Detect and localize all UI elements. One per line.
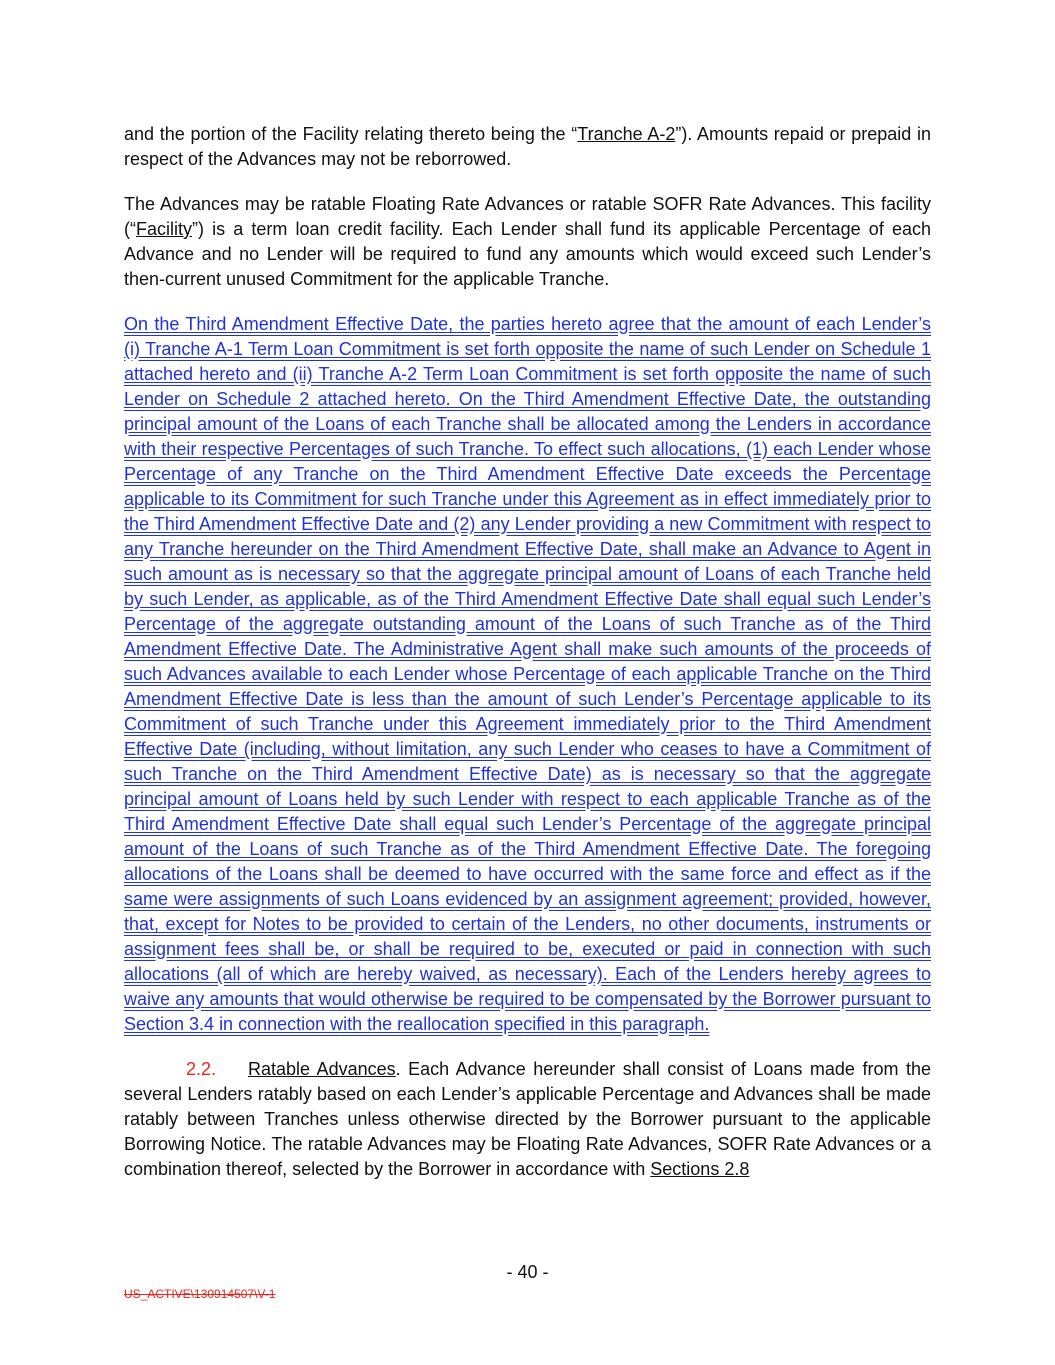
para2-text-1: The Advances may be ratable Floating Rate Advances or ratable SOFR Rate Advances. This facility (“ [124, 194, 931, 239]
section-reference: Sections 2.8 [650, 1159, 750, 1179]
paragraph-facility [124, 192, 931, 292]
section-number: 2.2. [186, 1059, 217, 1079]
section-text: . Each Advance hereunder shall consist of Loans made from the several Lenders ratably based on each Lender’s applicable Percentage and Advances shall be made ratably between Tranches unless otherwise directed by the Borrower pursuant to the applicable Borrowing Notice. The ratable Advances may be Floating Rate Advances, SOFR Rate Advances or a combination thereof, selected by the Borrower in accordance with [124, 1059, 931, 1179]
document-id-footer: US_ACTIVE\130914507\V-1 [124, 1287, 276, 1301]
section-2-2-ratable-advances [124, 1057, 931, 1182]
defined-term-tranche-a2: Tranche A-2 [577, 124, 676, 144]
para1-text-2: ”). Amounts repaid or prepaid in respect of the Advances may not be reborrowed. [124, 124, 931, 169]
para2-text-2: ”) is a term loan credit facility. Each Lender shall fund its applicable Percentage of each Advance and no Lender will be required to fund any amounts which would exceed such Lender’s then-current unused Commitment for the applicable Tranche. [124, 219, 931, 289]
document-page [124, 122, 931, 1202]
page-number: - 40 - [506, 1262, 549, 1282]
inserted-paragraph-third-amendment: On the Third Amendment Effective Date, the parties hereto agree that the amount of each Lender’s (i) Tranche A-1 Term Loan Commitment is set forth opposite the name of such Lender on Schedule 1 attached hereto and (ii) Tranche A-2 Term Loan Commitment is set forth opposite the name of such Lender on Schedule 2 attached hereto. On the Third Amendment Effective Date, the outstanding principal amount of the Loans of each Tranche shall be allocated among the Lenders in accordance with their respective Percentages of such Tranche. To effect such allocations, (1) each Lender whose Percentage of any Tranche on the Third Amendment Effective Date exceeds the Percentage applicable to its Commitment for such Tranche under this Agreement as in effect immediately prior to the Third Amendment Effective Date and (2) any Lender providing a new Commitment with respect to any Tranche hereunder on the Third Amendment Effective Date, shall make an Advance to Agent in such amount as is necessary so that the aggregate principal amount of Loans of each Tranche held by such Lender, as applicable, as of the Third Amendment Effective Date shall equal such Lender’s Percentage of the aggregate outstanding amount of the Loans of such Tranche as of the Third Amendment Effective Date. The Administrative Agent shall make such amounts of the proceeds of such Advances available to each Lender whose Percentage of each applicable Tranche on the Third Amendment Effective Date is less than the amount of such Lender’s Percentage applicable to its Commitment of such Tranche under this Agreement immediately prior to the Third Amendment Effective Date (including, without limitation, any such Lender who ceases to have a Commitment of such Tranche on the Third Amendment Effective Date) as is necessary so that the aggregate principal amount of Loans held by such Lender with respect to each applicable Tranche as of the Third Amendment Effective Date shall equal such Lender’s Percentage of the aggregate principal amount of the Loans of such Tranche as of the Third Amendment Effective Date. The foregoing allocations of the Loans shall be deemed to have occurred with the same force and effect as if the same were assignments of such Loans evidenced by an assignment agreement; provided, however, that, except for Notes to be provided to certain of the Lenders, no other documents, instruments or assignment fees shall be, or shall be required to be, executed or paid in connection with such allocations (all of which are hereby waived, as necessary). Each of the Lenders hereby agrees to waive any amounts that would otherwise be required to be compensated by the Borrower pursuant to Section 3.4 in connection with the reallocation specified in this paragraph. [124, 314, 931, 1034]
paragraph-tranche-a2 [124, 122, 931, 172]
para1-text-1: and the portion of the Facility relating thereto being the “ [124, 124, 578, 144]
defined-term-facility: Facility [136, 219, 193, 239]
section-heading: Ratable Advances [248, 1059, 396, 1079]
